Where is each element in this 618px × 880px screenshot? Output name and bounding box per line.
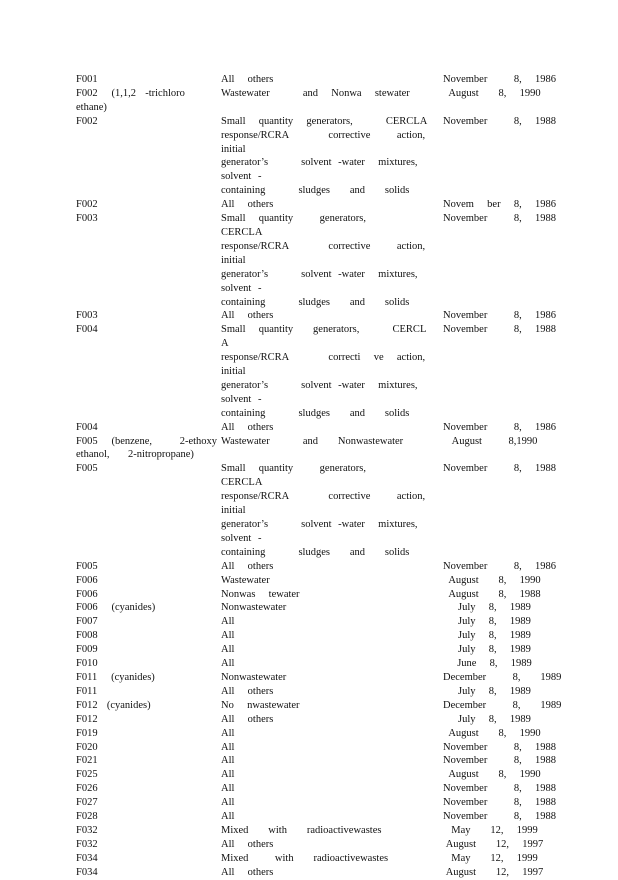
waste-description: Small quantity generators, CERCLA response/RCRA corrective action, initial generator’s solvent -water mixtures, solvent - containing sludges and solids xyxy=(221,115,428,197)
waste-description: Mixed with radioactivewastes xyxy=(221,824,382,836)
waste-code: F003 xyxy=(76,213,98,225)
effective-date: November 8, 1986 xyxy=(443,310,556,322)
table-row xyxy=(76,838,546,852)
table-row xyxy=(76,754,556,768)
table-row xyxy=(76,588,546,602)
effective-date: August 8, 1990 xyxy=(448,87,541,99)
effective-date: November 8, 1988 xyxy=(443,213,556,225)
table-row xyxy=(76,87,546,115)
effective-date: November 8, 1988 xyxy=(443,463,556,475)
waste-code: F011 (cyanides) xyxy=(76,671,155,683)
waste-description: All others xyxy=(221,560,274,572)
waste-code: F002 xyxy=(76,115,98,127)
waste-description: All xyxy=(221,658,235,670)
effective-date: August 8, 1990 xyxy=(448,769,541,781)
effective-date: November 8, 1988 xyxy=(443,755,556,767)
waste-code: F028 xyxy=(76,811,98,823)
effective-date: July 8, 1989 xyxy=(458,685,531,697)
effective-date: November 8, 1986 xyxy=(443,421,556,433)
waste-description: All others xyxy=(221,421,274,433)
waste-code: F009 xyxy=(76,644,98,656)
waste-code: F004 xyxy=(76,324,98,336)
effective-date: December 8, 1989 xyxy=(443,671,562,683)
effective-date: August 8, 1988 xyxy=(448,588,541,600)
table-row xyxy=(76,198,556,212)
waste-code: F002 xyxy=(76,199,98,211)
waste-description: All others xyxy=(221,713,274,725)
waste-description: Nonwas tewater xyxy=(221,588,300,600)
table-row xyxy=(76,727,546,741)
table-row xyxy=(76,741,556,755)
table-row xyxy=(76,643,546,657)
waste-code: F008 xyxy=(76,630,98,642)
table-row xyxy=(76,309,556,323)
table-row xyxy=(76,685,546,699)
effective-date: May 12, 1999 xyxy=(451,852,538,864)
waste-code: F012 xyxy=(76,713,98,725)
waste-code: F034 xyxy=(76,852,98,864)
waste-code: F034 xyxy=(76,866,98,878)
waste-description: All others xyxy=(221,199,274,211)
waste-description: All xyxy=(221,630,235,642)
effective-date: Novem ber 8, 1986 xyxy=(443,199,556,211)
waste-code: F005 xyxy=(76,463,98,475)
waste-code: F006 (cyanides) xyxy=(76,602,156,614)
table-row xyxy=(76,782,556,796)
waste-description: All others xyxy=(221,310,274,322)
table-row xyxy=(76,713,546,727)
waste-description: All xyxy=(221,616,235,628)
table-row xyxy=(76,601,546,615)
waste-description: Wastewater and Nonwa stewater xyxy=(221,87,410,99)
effective-date: November 8, 1988 xyxy=(443,797,556,809)
table-row xyxy=(76,824,546,838)
waste-description: Mixed with radioactivewastes xyxy=(221,852,389,864)
waste-code: F032 xyxy=(76,824,98,836)
table-row xyxy=(76,796,556,810)
waste-code: F012 (cyanides) xyxy=(76,699,151,711)
table-row xyxy=(76,323,556,420)
waste-description: All xyxy=(221,741,235,753)
effective-date: June 8, 1989 xyxy=(457,658,532,670)
waste-code: F025 xyxy=(76,769,98,781)
waste-code-table xyxy=(76,73,562,880)
waste-description: Nonwastewater xyxy=(221,602,287,614)
waste-code: F006 xyxy=(76,574,98,586)
table-row xyxy=(76,768,546,782)
waste-code: F011 xyxy=(76,685,98,697)
waste-code: F032 xyxy=(76,838,98,850)
table-row xyxy=(76,810,556,824)
waste-code: F005 (benzene, 2-ethoxy ethanol, 2-nitropropane) xyxy=(76,435,218,461)
waste-description: All xyxy=(221,769,235,781)
waste-code: F010 xyxy=(76,658,98,670)
effective-date: August 12, 1997 xyxy=(445,866,544,878)
waste-description: Small quantity generators, CERCL A response/RCRA correcti ve action, initial generator’s solvent -water mixtures, solvent - containing sludges and solids xyxy=(221,324,426,419)
waste-description: All xyxy=(221,727,235,739)
waste-code: F003 xyxy=(76,310,98,322)
waste-description: All others xyxy=(221,74,274,85)
effective-date: November 8, 1986 xyxy=(443,74,556,85)
effective-date: November 8, 1988 xyxy=(443,115,556,127)
waste-description: Wastewater and Nonwastewater xyxy=(221,435,404,447)
effective-date: July 8, 1989 xyxy=(458,644,531,656)
table-row xyxy=(76,560,556,574)
table-row xyxy=(76,73,556,87)
effective-date: August 12, 1997 xyxy=(445,838,544,850)
waste-code: F020 xyxy=(76,741,98,753)
effective-date: July 8, 1989 xyxy=(458,713,531,725)
effective-date: November 8, 1988 xyxy=(443,811,556,823)
effective-date: July 8, 1989 xyxy=(458,616,531,628)
waste-code: F007 xyxy=(76,616,98,628)
waste-code: F005 xyxy=(76,560,98,572)
waste-code: F026 xyxy=(76,783,98,795)
waste-code: F002 (1,1,2 -trichloro ethane) xyxy=(76,87,195,113)
table-row xyxy=(76,421,556,435)
table-row xyxy=(76,615,546,629)
waste-code: F006 xyxy=(76,588,98,600)
waste-code: F004 xyxy=(76,421,98,433)
effective-date: August 8, 1990 xyxy=(448,727,541,739)
table-row xyxy=(76,462,556,559)
effective-date: November 8, 1986 xyxy=(443,560,556,572)
waste-description: All xyxy=(221,783,235,795)
effective-date: November 8, 1988 xyxy=(443,783,556,795)
effective-date: July 8, 1989 xyxy=(458,602,531,614)
waste-description: All xyxy=(221,755,235,767)
waste-description: Wastewater xyxy=(221,574,270,586)
table-row xyxy=(76,866,546,880)
table-row xyxy=(76,435,546,463)
waste-description: Small quantity generators, CERCLA response/RCRA corrective action, initial generator’s solvent -water mixtures, solvent - containing sludges and solids xyxy=(221,213,426,308)
waste-description: Small quantity generators, CERCLA response/RCRA corrective action, initial generator’s solvent -water mixtures, solvent - containing sludges and solids xyxy=(221,463,426,558)
waste-description: All others xyxy=(221,838,274,850)
table-row xyxy=(76,699,562,713)
waste-description: No nwastewater xyxy=(221,699,300,711)
effective-date: August 8,1990 xyxy=(451,435,538,447)
table-row xyxy=(76,212,556,309)
table-row xyxy=(76,629,546,643)
waste-code: F019 xyxy=(76,727,98,739)
table-row xyxy=(76,657,546,671)
table-row xyxy=(76,671,562,685)
effective-date: December 8, 1989 xyxy=(443,699,562,711)
waste-code: F021 xyxy=(76,755,98,767)
waste-code: F001 xyxy=(76,74,98,85)
effective-date: July 8, 1989 xyxy=(458,630,531,642)
waste-description: Nonwastewater xyxy=(221,671,287,683)
waste-description: All xyxy=(221,644,235,656)
effective-date: November 8, 1988 xyxy=(443,741,556,753)
table-row xyxy=(76,115,556,198)
table-row xyxy=(76,852,546,866)
table-row xyxy=(76,574,546,588)
effective-date: August 8, 1990 xyxy=(448,574,541,586)
effective-date: May 12, 1999 xyxy=(451,824,538,836)
waste-description: All others xyxy=(221,685,274,697)
waste-description: All others xyxy=(221,866,274,878)
effective-date: November 8, 1988 xyxy=(443,324,556,336)
waste-description: All xyxy=(221,811,235,823)
waste-description: All xyxy=(221,797,235,809)
waste-code: F027 xyxy=(76,797,98,809)
